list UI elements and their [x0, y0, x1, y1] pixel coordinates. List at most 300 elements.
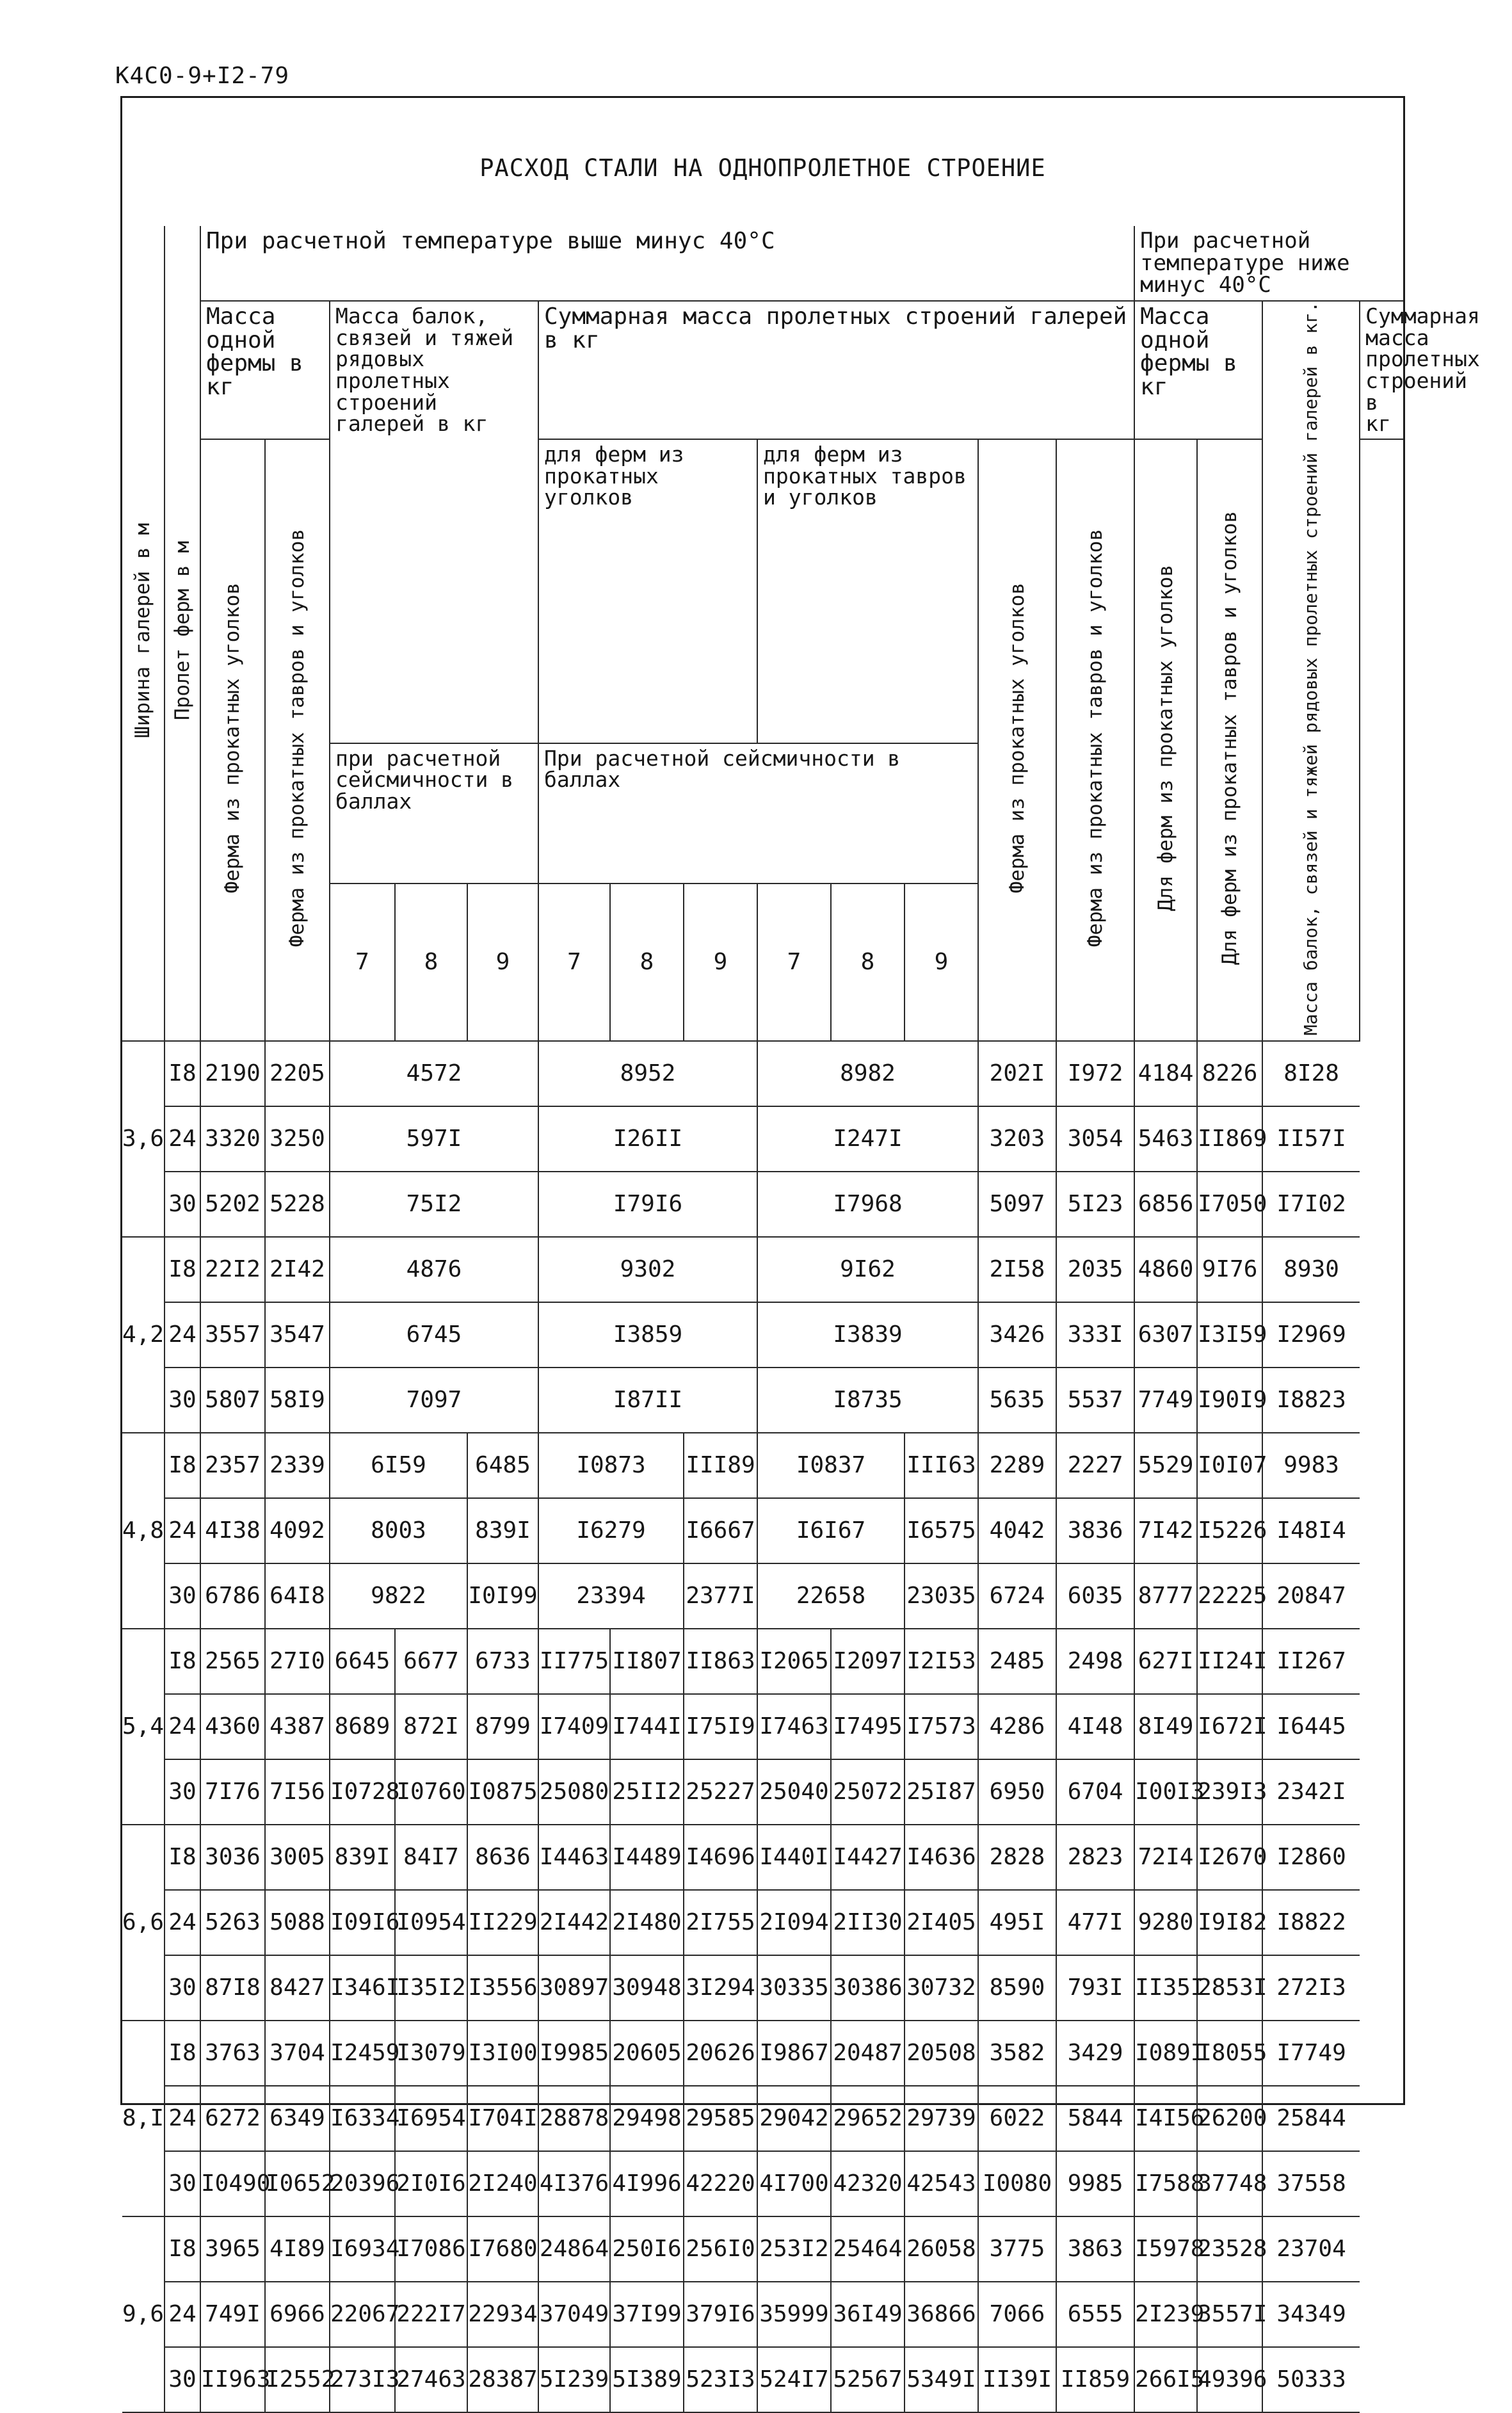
low-mass-beams: 627I — [1134, 1629, 1197, 1694]
truss-span: 24 — [165, 1302, 200, 1368]
total-mass-angles: 37I99 — [610, 2282, 684, 2347]
mass-beams: 9822 — [330, 1563, 467, 1629]
total-mass-angles: I4489 — [610, 1825, 684, 1890]
truss-span: 30 — [165, 1563, 200, 1629]
low-total-tees: I2860 — [1262, 1825, 1360, 1890]
low-total-tees: I6445 — [1262, 1694, 1360, 1759]
table-row — [122, 1890, 1403, 1955]
truss-span: I8 — [165, 2021, 200, 2086]
header-mass-truss-low: Масса одной фермы в кг — [1134, 301, 1262, 439]
table-row — [122, 1498, 1403, 1563]
mass-beams: 6I59 — [330, 1433, 467, 1498]
mass-truss-tees: 6349 — [265, 2086, 330, 2151]
mass-truss-angles: 6272 — [200, 2086, 265, 2151]
low-truss-angles: 3203 — [978, 1106, 1056, 1172]
mass-truss-tees: 4387 — [265, 1694, 330, 1759]
low-mass-beams: 8777 — [1134, 1563, 1197, 1629]
mass-truss-angles: 5263 — [200, 1890, 265, 1955]
seismic-7: 7 — [538, 884, 610, 1041]
mass-truss-tees: 5228 — [265, 1172, 330, 1237]
total-mass-angles: I4463 — [538, 1825, 610, 1890]
mass-beams: 28387 — [467, 2347, 538, 2412]
mass-truss-angles: 3036 — [200, 1825, 265, 1890]
low-truss-angles: 2828 — [978, 1825, 1056, 1890]
truss-span: 30 — [165, 1368, 200, 1433]
low-total-angles: 23528 — [1197, 2216, 1262, 2282]
total-mass-angles: 3I294 — [684, 1955, 757, 2021]
mass-truss-tees: 3005 — [265, 1825, 330, 1890]
page-frame — [120, 96, 1480, 2393]
mass-beams: I7086 — [395, 2216, 467, 2282]
total-mass-angles: I0873 — [538, 1433, 684, 1498]
total-mass-tees: 36I49 — [831, 2282, 905, 2347]
low-mass-beams: 72I4 — [1134, 1825, 1197, 1890]
mass-truss-angles: 4360 — [200, 1694, 265, 1759]
total-mass-angles: I7409 — [538, 1694, 610, 1759]
mass-truss-tees: 4092 — [265, 1498, 330, 1563]
table-row — [122, 1759, 1403, 1825]
total-mass-tees: 42543 — [905, 2151, 978, 2216]
truss-span: I8 — [165, 1629, 200, 1694]
low-truss-tees: 5537 — [1056, 1368, 1134, 1433]
total-mass-tees: I6575 — [905, 1498, 978, 1563]
total-mass-angles: III89 — [684, 1433, 757, 1498]
total-mass-tees: I440I — [757, 1825, 831, 1890]
table-row — [122, 2347, 1403, 2412]
mass-truss-angles: 4I38 — [200, 1498, 265, 1563]
low-mass-beams: I7588 — [1134, 2151, 1197, 2216]
low-truss-tees: 4I48 — [1056, 1694, 1134, 1759]
low-mass-beams: II35I — [1134, 1955, 1197, 2021]
low-total-angles: 37748 — [1197, 2151, 1262, 2216]
total-mass-angles: I79I6 — [538, 1172, 757, 1237]
mass-beams: 2I0I6 — [395, 2151, 467, 2216]
total-mass-tees: 20508 — [905, 2021, 978, 2086]
total-mass-tees: I2I53 — [905, 1629, 978, 1694]
total-mass-angles: 2I480 — [610, 1890, 684, 1955]
total-mass-tees: 253I2 — [757, 2216, 831, 2282]
mass-truss-tees: 7I56 — [265, 1759, 330, 1825]
mass-truss-angles: 3965 — [200, 2216, 265, 2282]
total-mass-tees: 2II30 — [831, 1890, 905, 1955]
mass-truss-angles: 87I8 — [200, 1955, 265, 2021]
total-mass-tees: 30386 — [831, 1955, 905, 2021]
table-row — [122, 2086, 1403, 2151]
total-mass-tees: 29739 — [905, 2086, 978, 2151]
total-mass-tees: 2I094 — [757, 1890, 831, 1955]
mass-beams: 6745 — [330, 1302, 538, 1368]
steel-consumption-table — [122, 226, 1480, 2413]
low-total-angles: II24I — [1197, 1629, 1262, 1694]
mass-beams: I704I — [467, 2086, 538, 2151]
low-truss-tees: 5844 — [1056, 2086, 1134, 2151]
table-row — [122, 2021, 1403, 2086]
seismic-8: 8 — [610, 884, 684, 1041]
low-mass-beams: 5529 — [1134, 1433, 1197, 1498]
total-mass-angles: I4696 — [684, 1825, 757, 1890]
mass-beams: 22067 — [330, 2282, 395, 2347]
header-row-3 — [122, 439, 1403, 743]
low-mass-beams: 7749 — [1134, 1368, 1197, 1433]
truss-span: 30 — [165, 2151, 200, 2216]
low-total-angles: 239I3 — [1197, 1759, 1262, 1825]
mass-beams: 8003 — [330, 1498, 467, 1563]
low-truss-tees: 3863 — [1056, 2216, 1134, 2282]
mass-beams: 84I7 — [395, 1825, 467, 1890]
table-row — [122, 1955, 1403, 2021]
truss-span: 24 — [165, 2282, 200, 2347]
low-total-angles: I90I9 — [1197, 1368, 1262, 1433]
mass-beams: 6733 — [467, 1629, 538, 1694]
header-total-mass: Суммарная масса пролетных строений галерей в кг — [538, 301, 1134, 439]
low-total-tees: 25844 — [1262, 2086, 1360, 2151]
truss-span: 30 — [165, 1172, 200, 1237]
truss-span: I8 — [165, 1041, 200, 1106]
low-truss-tees: 3429 — [1056, 2021, 1134, 2086]
table-row — [122, 2282, 1403, 2347]
low-truss-angles: 3426 — [978, 1302, 1056, 1368]
low-truss-tees: 5I23 — [1056, 1172, 1134, 1237]
mass-truss-angles: 5202 — [200, 1172, 265, 1237]
total-mass-angles: 9302 — [538, 1237, 757, 1302]
mass-beams: 75I2 — [330, 1172, 538, 1237]
mass-beams: I3079 — [395, 2021, 467, 2086]
mass-beams: I6934 — [330, 2216, 395, 2282]
mass-truss-tees: 3547 — [265, 1302, 330, 1368]
truss-span: 30 — [165, 2347, 200, 2412]
gallery-width: 6,6 — [122, 1825, 165, 2021]
mass-beams: I0728 — [330, 1759, 395, 1825]
truss-span: I8 — [165, 1237, 200, 1302]
low-total-tees: 37558 — [1262, 2151, 1360, 2216]
mass-beams: 27463 — [395, 2347, 467, 2412]
seismic-7: 7 — [330, 884, 395, 1041]
total-mass-tees: 26058 — [905, 2216, 978, 2282]
table-row — [122, 2216, 1403, 2282]
total-mass-angles: 2I442 — [538, 1890, 610, 1955]
mass-beams: I3I00 — [467, 2021, 538, 2086]
total-mass-angles: 250I6 — [610, 2216, 684, 2282]
truss-span: 24 — [165, 1498, 200, 1563]
header-for-tees-low: Для ферм из прокатных тавров и уголков — [1197, 439, 1262, 1041]
low-total-tees: II267 — [1262, 1629, 1360, 1694]
mass-beams: 6485 — [467, 1433, 538, 1498]
gallery-width: 5,4 — [122, 1629, 165, 1825]
mass-truss-tees: 64I8 — [265, 1563, 330, 1629]
total-mass-tees: 2I405 — [905, 1890, 978, 1955]
total-mass-tees: I3839 — [757, 1302, 978, 1368]
mass-truss-tees: 3704 — [265, 2021, 330, 2086]
table-row — [122, 1694, 1403, 1759]
low-total-angles: I7050 — [1197, 1172, 1262, 1237]
low-truss-tees: 6555 — [1056, 2282, 1134, 2347]
low-truss-tees: 2823 — [1056, 1825, 1134, 1890]
total-mass-tees: I8735 — [757, 1368, 978, 1433]
mass-beams: 273I3 — [330, 2347, 395, 2412]
total-mass-angles: 5I389 — [610, 2347, 684, 2412]
total-mass-angles: I6279 — [538, 1498, 684, 1563]
low-total-tees: 9983 — [1262, 1433, 1360, 1498]
gallery-width: 4,8 — [122, 1433, 165, 1629]
mass-beams: I6334 — [330, 2086, 395, 2151]
table-row — [122, 1825, 1403, 1890]
low-total-tees: I8822 — [1262, 1890, 1360, 1955]
mass-beams: 839I — [330, 1825, 395, 1890]
table-row — [122, 1368, 1403, 1433]
low-truss-tees: 793I — [1056, 1955, 1134, 2021]
mass-beams: 872I — [395, 1694, 467, 1759]
total-mass-tees: 9I62 — [757, 1237, 978, 1302]
low-truss-angles: 3775 — [978, 2216, 1056, 2282]
total-mass-angles: 8952 — [538, 1041, 757, 1106]
mass-truss-angles: 3320 — [200, 1106, 265, 1172]
total-mass-angles: 20626 — [684, 2021, 757, 2086]
total-mass-tees: I2097 — [831, 1629, 905, 1694]
mass-truss-tees: I0652 — [265, 2151, 330, 2216]
gallery-width: 4,2 — [122, 1237, 165, 1433]
mass-truss-tees: 58I9 — [265, 1368, 330, 1433]
total-mass-tees: III63 — [905, 1433, 978, 1498]
mass-beams: I09I6 — [330, 1890, 395, 1955]
total-mass-angles: I87II — [538, 1368, 757, 1433]
gallery-width: 3,6 — [122, 1041, 165, 1237]
header-seismic-total: При расчетной сейсмичности в баллах — [538, 743, 978, 884]
total-mass-tees: 35999 — [757, 2282, 831, 2347]
low-total-tees: 20847 — [1262, 1563, 1360, 1629]
total-mass-angles: 30897 — [538, 1955, 610, 2021]
total-mass-angles: I75I9 — [684, 1694, 757, 1759]
total-mass-tees: 29652 — [831, 2086, 905, 2151]
mass-beams: I6954 — [395, 2086, 467, 2151]
total-mass-tees: 30732 — [905, 1955, 978, 2021]
low-mass-beams: 5463 — [1134, 1106, 1197, 1172]
low-mass-beams: 4184 — [1134, 1041, 1197, 1106]
mass-truss-tees: 8427 — [265, 1955, 330, 2021]
mass-beams: 22934 — [467, 2282, 538, 2347]
total-mass-tees: I7968 — [757, 1172, 978, 1237]
table-row — [122, 1433, 1403, 1498]
total-mass-angles: 42220 — [684, 2151, 757, 2216]
low-truss-angles: 4286 — [978, 1694, 1056, 1759]
total-mass-angles: II775 — [538, 1629, 610, 1694]
mass-truss-tees: 27I0 — [265, 1629, 330, 1694]
total-mass-angles: 4I376 — [538, 2151, 610, 2216]
total-mass-angles: 24864 — [538, 2216, 610, 2282]
mass-truss-angles: 7I76 — [200, 1759, 265, 1825]
mass-beams: I346I — [330, 1955, 395, 2021]
seismic-7: 7 — [757, 884, 831, 1041]
low-total-angles: I2670 — [1197, 1825, 1262, 1890]
total-mass-angles: 2I755 — [684, 1890, 757, 1955]
total-mass-angles: I26II — [538, 1106, 757, 1172]
total-mass-angles: I6667 — [684, 1498, 757, 1563]
low-total-angles: 22225 — [1197, 1563, 1262, 1629]
mass-truss-tees: I2552 — [265, 2347, 330, 2412]
low-total-tees: 23704 — [1262, 2216, 1360, 2282]
total-mass-tees: 5349I — [905, 2347, 978, 2412]
low-total-tees: I7I02 — [1262, 1172, 1360, 1237]
mass-beams: I0760 — [395, 1759, 467, 1825]
total-mass-tees: 25464 — [831, 2216, 905, 2282]
total-mass-tees: I7573 — [905, 1694, 978, 1759]
low-total-tees: 2342I — [1262, 1759, 1360, 1825]
low-total-tees: I2969 — [1262, 1302, 1360, 1368]
mass-beams: 839I — [467, 1498, 538, 1563]
mass-beams: 6645 — [330, 1629, 395, 1694]
low-truss-angles: II39I — [978, 2347, 1056, 2412]
mass-beams: 2I240 — [467, 2151, 538, 2216]
low-total-tees: 34349 — [1262, 2282, 1360, 2347]
low-truss-tees: I972 — [1056, 1041, 1134, 1106]
total-mass-angles: 256I0 — [684, 2216, 757, 2282]
low-total-angles: 3557I — [1197, 2282, 1262, 2347]
low-truss-angles: I0080 — [978, 2151, 1056, 2216]
total-mass-angles: 379I6 — [684, 2282, 757, 2347]
mass-beams: I3556 — [467, 1955, 538, 2021]
table-row — [122, 1041, 1403, 1106]
total-mass-tees: 30335 — [757, 1955, 831, 2021]
total-mass-angles: 25080 — [538, 1759, 610, 1825]
total-mass-angles: I9985 — [538, 2021, 610, 2086]
mass-truss-tees: 2I42 — [265, 1237, 330, 1302]
total-mass-tees: I2065 — [757, 1629, 831, 1694]
total-mass-angles: 23394 — [538, 1563, 684, 1629]
header-total-mass-low: Суммарная масса пролетных строений в кг — [1360, 301, 1403, 439]
header-above-temp: При расчетной температуре выше минус 40°С — [200, 226, 1134, 301]
seismic-9: 9 — [684, 884, 757, 1041]
total-mass-angles: II807 — [610, 1629, 684, 1694]
mass-beams: 8799 — [467, 1694, 538, 1759]
seismic-9: 9 — [467, 884, 538, 1041]
mass-truss-tees: 6966 — [265, 2282, 330, 2347]
mass-truss-angles: 3763 — [200, 2021, 265, 2086]
total-mass-tees: I247I — [757, 1106, 978, 1172]
low-mass-beams: I4I56 — [1134, 2086, 1197, 2151]
mass-beams: 8636 — [467, 1825, 538, 1890]
total-mass-tees: I7463 — [757, 1694, 831, 1759]
low-truss-angles: 5097 — [978, 1172, 1056, 1237]
header-truss-tees: Ферма из прокатных тавров и уголков — [265, 439, 330, 1041]
low-truss-tees: 477I — [1056, 1890, 1134, 1955]
low-truss-tees: 3054 — [1056, 1106, 1134, 1172]
total-mass-tees: 8982 — [757, 1041, 978, 1106]
total-mass-tees: 29042 — [757, 2086, 831, 2151]
mass-truss-angles: 2357 — [200, 1433, 265, 1498]
low-total-tees: I48I4 — [1262, 1498, 1360, 1563]
header-mass-beams: Масса балок, связей и тяжей рядовых пролетных строений галерей в кг — [330, 301, 538, 743]
total-mass-tees: I7495 — [831, 1694, 905, 1759]
mass-beams: 6677 — [395, 1629, 467, 1694]
total-mass-angles: 30948 — [610, 1955, 684, 2021]
total-mass-tees: 25I87 — [905, 1759, 978, 1825]
mass-truss-tees: 5088 — [265, 1890, 330, 1955]
total-mass-tees: 23035 — [905, 1563, 978, 1629]
mass-truss-angles: II963 — [200, 2347, 265, 2412]
low-truss-tees: 9985 — [1056, 2151, 1134, 2216]
truss-span: 24 — [165, 1694, 200, 1759]
table-row — [122, 2151, 1403, 2216]
mass-beams: I7680 — [467, 2216, 538, 2282]
mass-truss-angles: 749I — [200, 2282, 265, 2347]
truss-span: I8 — [165, 1433, 200, 1498]
total-mass-angles: 20605 — [610, 2021, 684, 2086]
table-row — [122, 1563, 1403, 1629]
low-truss-tees: 2227 — [1056, 1433, 1134, 1498]
low-total-tees: 50333 — [1262, 2347, 1360, 2412]
mass-beams: 8689 — [330, 1694, 395, 1759]
low-truss-angles: 8590 — [978, 1955, 1056, 2021]
low-mass-beams: 4860 — [1134, 1237, 1197, 1302]
seismic-8: 8 — [831, 884, 905, 1041]
page-title: РАСХОД СТАЛИ НА ОДНОПРОЛЕТНОЕ СТРОЕНИЕ — [479, 154, 1046, 182]
mass-truss-angles: I0490 — [200, 2151, 265, 2216]
table-row — [122, 1237, 1403, 1302]
mass-beams: 597I — [330, 1106, 538, 1172]
mass-truss-tees: 2339 — [265, 1433, 330, 1498]
mass-beams: I0954 — [395, 1890, 467, 1955]
low-truss-tees: 6035 — [1056, 1563, 1134, 1629]
low-mass-beams: 2I239 — [1134, 2282, 1197, 2347]
mass-beams: I35I2 — [395, 1955, 467, 2021]
low-truss-angles: 2I58 — [978, 1237, 1056, 1302]
mass-beams: 222I7 — [395, 2282, 467, 2347]
low-truss-tees: 333I — [1056, 1302, 1134, 1368]
mass-beams: I0875 — [467, 1759, 538, 1825]
header-truss-angles: Ферма из прокатных уголков — [200, 439, 265, 1041]
table-row — [122, 1172, 1403, 1237]
low-total-tees: 8930 — [1262, 1237, 1360, 1302]
low-truss-angles: 6724 — [978, 1563, 1056, 1629]
low-truss-angles: 5635 — [978, 1368, 1056, 1433]
low-total-tees: I7749 — [1262, 2021, 1360, 2086]
mass-beams: II229 — [467, 1890, 538, 1955]
total-mass-tees: I4636 — [905, 1825, 978, 1890]
total-mass-tees: I4427 — [831, 1825, 905, 1890]
low-mass-beams: 6307 — [1134, 1302, 1197, 1368]
low-truss-angles: 7066 — [978, 2282, 1056, 2347]
truss-span: 24 — [165, 1890, 200, 1955]
total-mass-angles: I3859 — [538, 1302, 757, 1368]
total-mass-angles: 523I3 — [684, 2347, 757, 2412]
low-truss-angles: 2289 — [978, 1433, 1056, 1498]
low-truss-tees: 6704 — [1056, 1759, 1134, 1825]
low-total-tees: 8I28 — [1262, 1041, 1360, 1106]
total-mass-tees: 25072 — [831, 1759, 905, 1825]
header-truss-tees-low: Ферма из прокатных тавров и уголков — [1056, 439, 1134, 1041]
mass-truss-tees: 2205 — [265, 1041, 330, 1106]
header-truss-angles-low: Ферма из прокатных уголков — [978, 439, 1056, 1041]
low-total-angles: I8055 — [1197, 2021, 1262, 2086]
truss-span: 30 — [165, 1759, 200, 1825]
low-total-tees: 272I3 — [1262, 1955, 1360, 2021]
header-for-tees: для ферм из прокатных тавров и уголков — [757, 439, 978, 743]
total-mass-tees: I9867 — [757, 2021, 831, 2086]
total-mass-angles: 28878 — [538, 2086, 610, 2151]
low-truss-tees: 2035 — [1056, 1237, 1134, 1302]
low-mass-beams: 266I5 — [1134, 2347, 1197, 2412]
mass-beams: 7097 — [330, 1368, 538, 1433]
low-total-tees: II57I — [1262, 1106, 1360, 1172]
total-mass-tees: 52567 — [831, 2347, 905, 2412]
mass-truss-angles: 3557 — [200, 1302, 265, 1368]
total-mass-tees: 42320 — [831, 2151, 905, 2216]
low-truss-angles: 202I — [978, 1041, 1056, 1106]
table-row — [122, 1302, 1403, 1368]
table-row — [122, 1106, 1403, 1172]
low-total-angles: I5226 — [1197, 1498, 1262, 1563]
total-mass-angles: 37049 — [538, 2282, 610, 2347]
mass-beams: 20396 — [330, 2151, 395, 2216]
